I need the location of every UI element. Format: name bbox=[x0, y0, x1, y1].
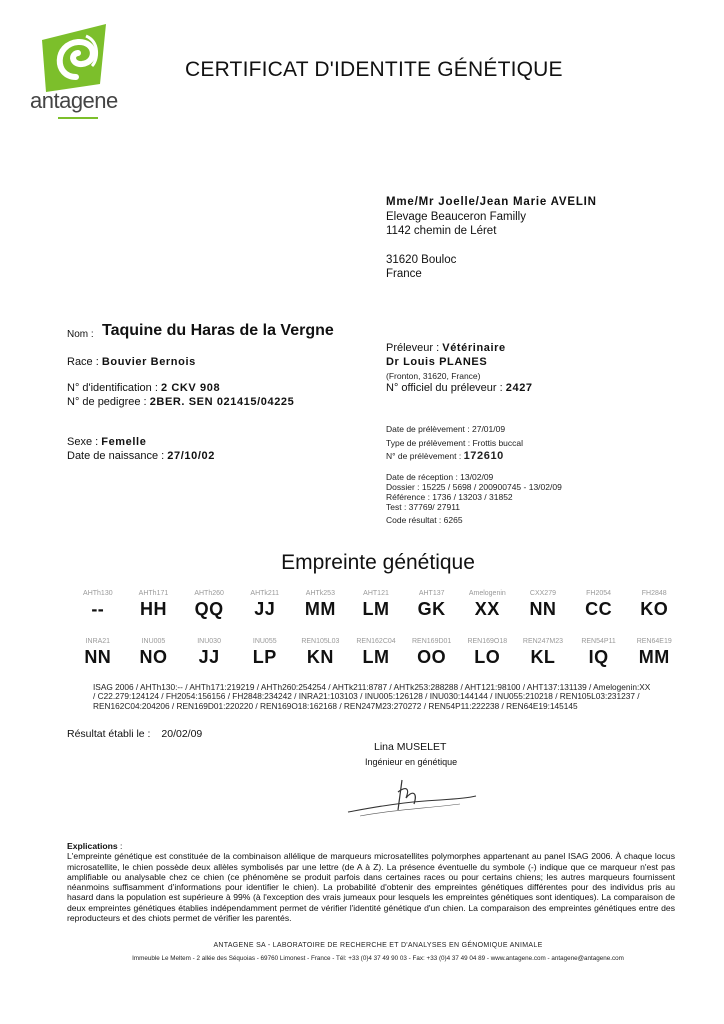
isag-alleles: ISAG 2006 / AHTh130:-- / AHTh171:219219 / AHTh260:254254 / AHTk211:8787 / AHTk253:288288 / AHT121:98100 / AHT137:131139 / Amelogenin:XX / C22.279:124124 / FH2054:156156 / FH2848:234242 / INRA21:103103 / INU005:126128 / INU030:144144 / INU055:210218 / REN105L03:231237 / REN162C04:204206 / REN169D01:220220 / REN169O18:162168 / REN247M23:270272 / REN54P11:222238 / REN64E19:145145 bbox=[93, 682, 651, 711]
marker-name: REN247M23 bbox=[522, 638, 563, 645]
signer-name: Lina MUSELET bbox=[374, 741, 447, 753]
marker-name: AHTk253 bbox=[305, 590, 335, 597]
code-result: Code résultat : 6265 bbox=[386, 515, 463, 525]
marker-value: NN bbox=[529, 599, 557, 619]
pedigree-value: 2BER. SEN 021415/04225 bbox=[149, 396, 295, 408]
marker-value: MM bbox=[304, 599, 336, 619]
marker-value: NN bbox=[84, 647, 112, 667]
race-label: Race : bbox=[67, 356, 99, 368]
marker-cell bbox=[348, 590, 404, 620]
marker-name: AHTh171 bbox=[138, 590, 169, 597]
official-field bbox=[386, 382, 533, 394]
race-field bbox=[67, 356, 196, 368]
sample-date: Date de prélèvement : 27/01/09 bbox=[386, 424, 506, 434]
marker-name: INU005 bbox=[141, 638, 166, 645]
marker-name: FH2848 bbox=[641, 590, 667, 597]
marker-cell bbox=[237, 638, 293, 668]
marker-value: NO bbox=[139, 647, 168, 667]
marker-value: KN bbox=[306, 647, 334, 667]
id-field bbox=[67, 382, 220, 394]
marker-row-1 bbox=[70, 590, 682, 620]
id-value: 2 CKV 908 bbox=[160, 382, 221, 394]
sample-number-label: N° de prélèvement : bbox=[386, 451, 462, 461]
marker-name: AHT137 bbox=[418, 590, 445, 597]
sample-number-field bbox=[386, 450, 504, 462]
marker-cell bbox=[626, 638, 682, 668]
marker-value: KL bbox=[530, 647, 556, 667]
fingerprint-title: Empreinte génétique bbox=[281, 551, 475, 574]
certificate-title: CERTIFICAT D'IDENTITE GÉNÉTIQUE bbox=[185, 58, 563, 81]
marker-name: FH2054 bbox=[586, 590, 612, 597]
marker-name: AHT121 bbox=[363, 590, 389, 597]
sexe-field bbox=[67, 436, 146, 448]
explanations bbox=[67, 841, 675, 923]
marker-row-2 bbox=[70, 638, 682, 668]
marker-cell bbox=[293, 638, 349, 668]
result-label: Résultat établi le : bbox=[67, 728, 151, 740]
marker-value: MM bbox=[638, 647, 670, 667]
sample-number-value: 172610 bbox=[463, 450, 504, 462]
marker-name: INU055 bbox=[252, 638, 277, 645]
preleveur-field bbox=[386, 342, 506, 354]
marker-value: QQ bbox=[194, 599, 224, 619]
marker-name: REN54P11 bbox=[581, 638, 616, 645]
id-label: N° d'identification : bbox=[67, 382, 158, 394]
marker-value: KO bbox=[640, 599, 669, 619]
signer-role: Ingénieur en génétique bbox=[365, 757, 458, 767]
marker-value: OO bbox=[417, 647, 447, 667]
sample-details bbox=[386, 472, 562, 512]
marker-name: CXX279 bbox=[529, 590, 556, 597]
marker-name: REN169D01 bbox=[412, 638, 452, 645]
marker-name: REN64E19 bbox=[636, 638, 672, 645]
marker-value: LM bbox=[362, 599, 390, 619]
footer-company: ANTAGENE SA - LABORATOIRE DE RECHERCHE ET D'ANALYSES EN GÉNOMIQUE ANIMALE bbox=[213, 942, 543, 949]
marker-cell bbox=[571, 590, 627, 620]
race-value: Bouvier Bernois bbox=[101, 356, 196, 368]
marker-name: INRA21 bbox=[85, 638, 111, 645]
marker-cell bbox=[626, 590, 682, 620]
marker-cell bbox=[571, 638, 627, 668]
marker-name: REN169O18 bbox=[467, 638, 508, 645]
preleveur-label: Préleveur : bbox=[386, 342, 440, 354]
owner-line2: 1142 chemin de Léret bbox=[386, 225, 497, 237]
marker-cell bbox=[181, 590, 237, 620]
marker-value: HH bbox=[139, 599, 167, 619]
marker-cell bbox=[459, 590, 515, 620]
marker-cell bbox=[515, 638, 571, 668]
doctor-name: Dr Louis PLANES bbox=[386, 356, 488, 368]
marker-cell bbox=[404, 638, 460, 668]
marker-value: -- bbox=[91, 599, 105, 619]
footer-address: Immeuble Le Meltem - 2 allée des Séquoias - 69760 Limonest - France - Tél: +33 (0)4 37 49 90 03 - Fax: +33 (0)4 37 49 04 89 - www.antagene.com - antagene@antagene.com bbox=[132, 955, 624, 962]
marker-name: Amelogenin bbox=[468, 590, 506, 597]
marker-value: CC bbox=[585, 599, 613, 619]
logo-underline bbox=[58, 117, 98, 119]
dog-name: Taquine du Haras de la Vergne bbox=[102, 322, 334, 339]
marker-cell bbox=[459, 638, 515, 668]
pedigree-label: N° de pedigree : bbox=[67, 396, 147, 408]
marker-name: AHTk211 bbox=[250, 590, 280, 597]
marker-value: LO bbox=[474, 647, 501, 667]
marker-value: LM bbox=[362, 647, 390, 667]
nom-label: Nom : bbox=[67, 329, 94, 340]
marker-name: REN162C04 bbox=[356, 638, 396, 645]
explanations-title: Explications bbox=[67, 841, 118, 851]
logo-wordmark: antagene bbox=[30, 88, 118, 113]
official-value: 2427 bbox=[505, 382, 533, 394]
marker-cell bbox=[348, 638, 404, 668]
marker-name: REN105L03 bbox=[301, 638, 340, 645]
marker-value: JJ bbox=[254, 599, 276, 619]
marker-value: LP bbox=[252, 647, 277, 667]
test: Test : 37769/ 27911 bbox=[386, 502, 461, 512]
marker-cell bbox=[515, 590, 571, 620]
marker-cell bbox=[126, 638, 182, 668]
marker-cell bbox=[237, 590, 293, 620]
marker-name: AHTh260 bbox=[194, 590, 224, 597]
owner-line1: Elevage Beauceron Familly bbox=[386, 210, 526, 223]
explanations-text: : L'empreinte génétique est constituée de la combinaison allélique de marqueurs microsatellites polymorphes appartenant au panel ISAG 2006. À chaque locus microsatellite, le chien possède deux allèles symbolisés par une lettre (de A à Z). La présence éventuelle du symbole (-) indique que ce marqueur n'est pas amplifiable ou analysable chez ce chien (ce phénomène se produit parfois dans certaines races ou pour certains chiens; les autres marqueurs fournissent néanmoins suffisamment d'informations pour identifier le chien). La probabilité d'obtenir des empreintes génétiques différentes pour des individus pris au hasard dans la population est supérieure à 99% (à l'exception des vrais jumeaux pour lesquels les empreintes génétiques sont identiques). La comparaison de deux empreintes génétiques établies indépendamment permet de vérifier l'identité génétique d'un chien. La comparaison des empreintes génétiques entre des reproducteurs et des chiots permet de vérifier les parentés. bbox=[67, 841, 675, 924]
sexe-value: Femelle bbox=[101, 436, 147, 448]
doctor-field bbox=[386, 356, 487, 368]
marker-cell bbox=[126, 590, 182, 620]
sexe-label: Sexe : bbox=[67, 436, 99, 448]
naissance-value: 27/10/02 bbox=[167, 450, 215, 462]
doctor-location: (Fronton, 31620, France) bbox=[386, 371, 481, 381]
signature-icon bbox=[340, 772, 480, 822]
owner-line4: France bbox=[386, 268, 422, 280]
marker-cell bbox=[70, 590, 126, 620]
preleveur-value: Vétérinaire bbox=[442, 342, 506, 354]
official-label: N° officiel du préleveur : bbox=[386, 382, 503, 394]
sample-type: Type de prélèvement : Frottis buccal bbox=[386, 438, 524, 448]
dossier: Dossier : 15225 / 5698 / 200900745 - 13/02/09 bbox=[386, 482, 562, 492]
reference: Référence : 1736 / 13203 / 31852 bbox=[386, 492, 513, 502]
marker-name: AHTh130 bbox=[83, 590, 113, 597]
marker-value: XX bbox=[474, 599, 500, 619]
pedigree-field bbox=[67, 396, 294, 408]
marker-value: JJ bbox=[198, 647, 220, 667]
owner-address bbox=[386, 195, 597, 282]
reception-date: Date de réception : 13/02/09 bbox=[386, 472, 494, 482]
naissance-label: Date de naissance : bbox=[67, 450, 165, 462]
marker-value: IQ bbox=[588, 647, 609, 667]
marker-value: GK bbox=[417, 599, 446, 619]
marker-name: INU030 bbox=[197, 638, 221, 645]
owner-line3: 31620 Bouloc bbox=[386, 253, 457, 266]
marker-cell bbox=[70, 638, 126, 668]
marker-cell bbox=[293, 590, 349, 620]
marker-cell bbox=[404, 590, 460, 620]
result-date: 20/02/09 bbox=[161, 728, 203, 740]
naissance-field bbox=[67, 450, 215, 462]
result-field bbox=[67, 728, 202, 740]
marker-cell bbox=[181, 638, 237, 668]
owner-name: Mme/Mr Joelle/Jean Marie AVELIN bbox=[386, 196, 597, 208]
